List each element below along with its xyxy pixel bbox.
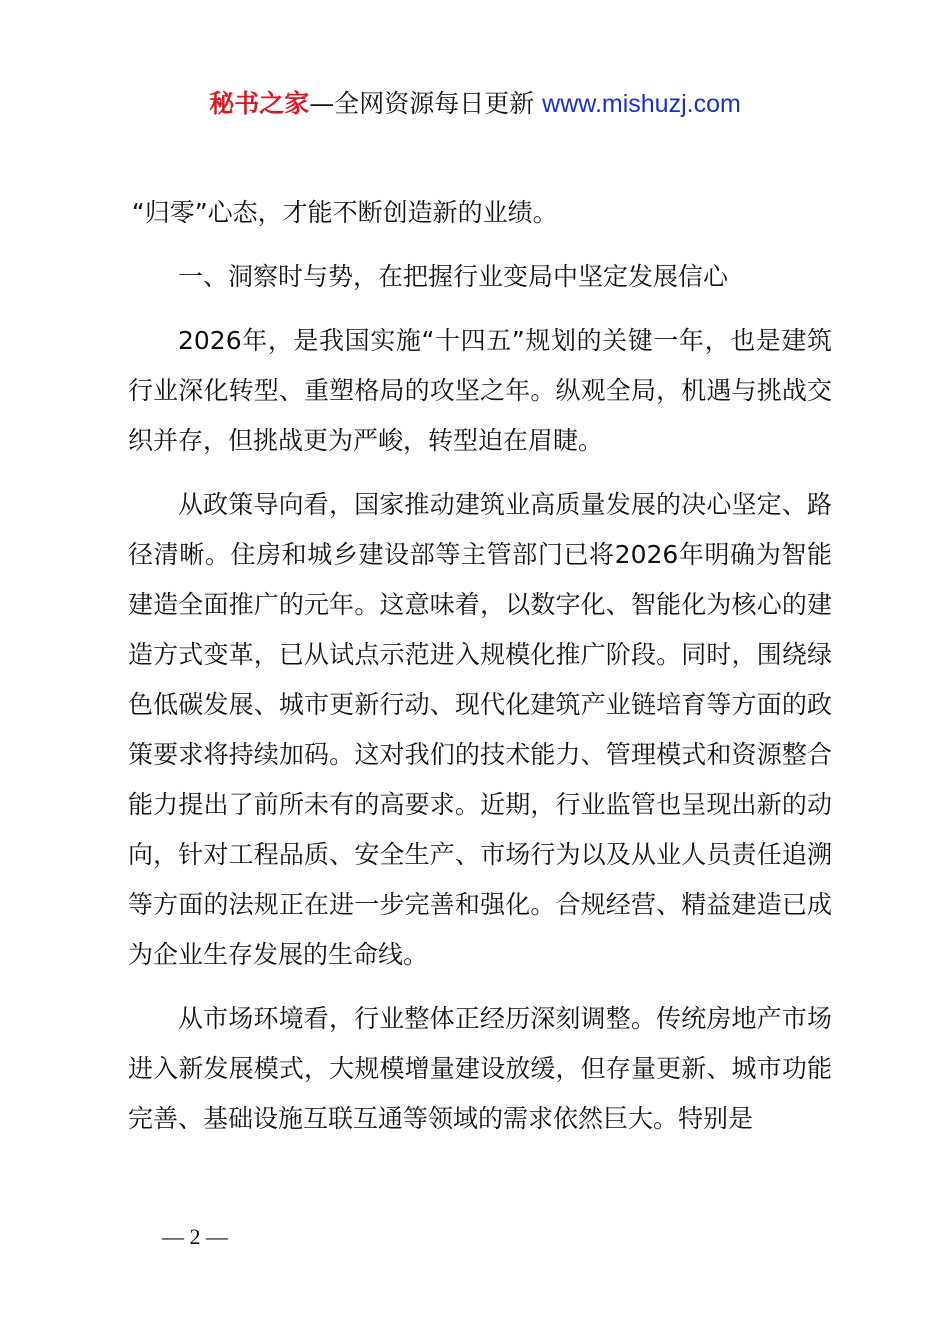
paragraph: 从市场环境看，行业整体正经历深刻调整。传统房地产市场进入新发展模式，大规模增量建设放缓，但存量更新、城市功能完善、基础设施互联互通等领域的需求依然巨大。特别是	[128, 1004, 832, 1133]
site-url[interactable]: www.mishuzj.com	[542, 90, 741, 118]
site-header	[0, 86, 950, 122]
paragraph: 2026年，是我国实施“十四五”规划的关键一年，也是建筑行业深化转型、重塑格局的攻坚之年。纵观全局，机遇与挑战交织并存，但挑战更为严峻，转型迫在眉睫。	[128, 326, 832, 455]
paragraph: 从政策导向看，国家推动建筑业高质量发展的决心坚定、路径清晰。住房和城乡建设部等主管部门已将2026年明确为智能建造全面推广的元年。这意味着，以数字化、智能化为核心的建造方式变革，已从试点示范进入规模化推广阶段。同时，围绕绿色低碳发展、城市更新行动、现代化建筑产业链培育等方面的政策要求将持续加码。这对我们的技术能力、管理模式和资源整合能力提出了前所未有的高要求。近期，行业监管也呈现出新的动向，针对工程品质、安全生产、市场行为以及从业人员责任追溯等方面的法规正在进一步完善和强化。合规经营、精益建造已成为企业生存发展的生命线。	[128, 490, 832, 969]
page-number: — 2 —	[162, 1224, 228, 1249]
brand-name: 秘书之家	[209, 89, 310, 118]
paragraph-continuation: “归零”心态，才能不断创造新的业绩。	[131, 198, 558, 227]
section-heading: 一、洞察时与势，在把握行业变局中坚定发展信心	[178, 262, 729, 291]
header-tagline: —全网资源每日更新	[309, 89, 543, 118]
document-body	[128, 188, 832, 1144]
